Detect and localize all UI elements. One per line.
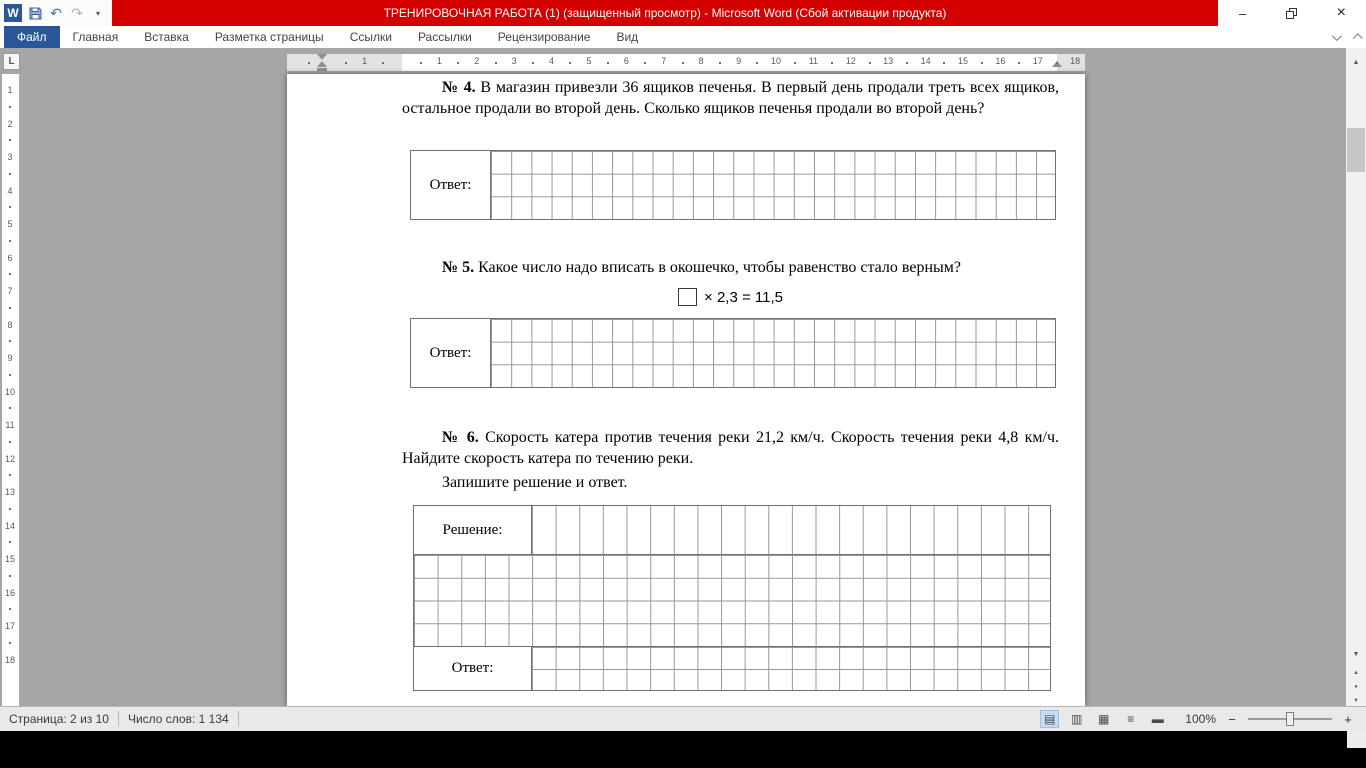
- answer-grid[interactable]: [491, 151, 1055, 219]
- horizontal-ruler-row: [0, 48, 1366, 74]
- tab-page-layout[interactable]: Разметка страницы: [214, 30, 324, 44]
- answer-label: Ответ:: [411, 319, 491, 387]
- scrollbar-corner: [1347, 731, 1366, 748]
- chevron-down-icon[interactable]: [1332, 31, 1342, 41]
- zoom-level[interactable]: 100%: [1185, 712, 1216, 726]
- answer-table-task5[interactable]: [410, 318, 1056, 388]
- full-screen-reading-view-button[interactable]: ▥: [1071, 712, 1083, 726]
- equation-text: × 2,3 = 11,5: [704, 289, 783, 306]
- previous-page-icon: ▲: [1353, 669, 1359, 676]
- vertical-ruler-band: 1 2 3 4 5 6 7 8 9 10 11 12 13 14 15 16 17 18: [2, 74, 19, 706]
- quick-access-toolbar: [0, 0, 112, 26]
- paragraph-task6[interactable]: [402, 428, 1059, 469]
- hanging-indent-marker[interactable]: [317, 61, 327, 67]
- answer-grid[interactable]: [491, 319, 1055, 387]
- tab-file[interactable]: Файл: [4, 26, 60, 48]
- zoom-out-button[interactable]: −: [1228, 711, 1236, 727]
- word-app-icon[interactable]: W: [4, 4, 22, 22]
- solution-grid-rows[interactable]: [414, 555, 1050, 647]
- solution-table-task6[interactable]: [413, 505, 1051, 691]
- status-separator: [238, 711, 239, 727]
- ribbon-right-controls: [1332, 26, 1362, 48]
- web-layout-view-button[interactable]: ▦: [1098, 712, 1110, 726]
- status-bar-right: [1040, 707, 1356, 731]
- customize-quick-access-dropdown-icon[interactable]: ▾: [95, 8, 100, 18]
- scroll-down-icon: ▼: [1352, 651, 1360, 658]
- outline-view-button[interactable]: ≡: [1127, 712, 1135, 726]
- scroll-down-button[interactable]: [1346, 646, 1366, 663]
- zoom-in-button[interactable]: +: [1344, 711, 1352, 727]
- print-layout-view-button[interactable]: ▤: [1040, 710, 1059, 728]
- ribbon-tab-bar: [0, 26, 1366, 49]
- zoom-slider[interactable]: [1248, 711, 1332, 727]
- tab-mailings[interactable]: Рассылки: [417, 30, 472, 44]
- answer-label: Ответ:: [411, 151, 491, 219]
- zoom-slider-thumb[interactable]: [1286, 712, 1294, 726]
- task4-text: В магазин привезли 36 ящиков печенья. В первый день продали треть всех ящиков, остальное продали во второй день. Сколько ящиков печенья продали во второй день?: [402, 79, 1060, 117]
- window-title: ТРЕНИРОВОЧНАЯ РАБОТА (1) (защищенный просмотр) - Microsoft Word (Сбой активации продукта): [112, 0, 1218, 26]
- next-page-button[interactable]: [1346, 692, 1366, 706]
- task5-text: Какое число надо вписать в окошечко, чтобы равенство стало верным?: [474, 259, 961, 276]
- tab-selector-button[interactable]: L: [3, 53, 20, 70]
- task6-number-label: № 6.: [442, 429, 479, 446]
- task6-instruction-text: Запишите решение и ответ.: [442, 474, 628, 491]
- tab-review[interactable]: Рецензирование: [497, 30, 591, 44]
- minimize-button[interactable]: –: [1239, 5, 1247, 21]
- status-bar: [0, 706, 1366, 731]
- redo-button[interactable]: ↷: [71, 5, 83, 21]
- close-button[interactable]: ×: [1336, 4, 1346, 21]
- equation-empty-box[interactable]: [678, 288, 697, 306]
- undo-button[interactable]: ↶: [50, 5, 62, 21]
- equation-line[interactable]: [402, 288, 1059, 308]
- title-bar: [0, 0, 1366, 26]
- save-button[interactable]: [27, 4, 43, 22]
- window-controls: [1218, 0, 1366, 26]
- screen-bottom-strip: [0, 731, 1366, 768]
- paragraph-task6-instruction[interactable]: [402, 473, 1059, 494]
- status-bar-left: [0, 707, 239, 731]
- restore-icon: [1286, 8, 1297, 19]
- tab-view[interactable]: Вид: [616, 30, 639, 44]
- collapse-ribbon-icon[interactable]: [1353, 33, 1363, 43]
- answer-label: Ответ:: [414, 647, 532, 690]
- vertical-scrollbar[interactable]: [1346, 48, 1366, 706]
- task4-number-label: № 4.: [442, 79, 476, 96]
- save-icon: [29, 7, 42, 20]
- paragraph-task4[interactable]: [402, 78, 1059, 119]
- status-page-info[interactable]: Страница: 2 из 10: [9, 712, 109, 726]
- restore-button[interactable]: [1267, 0, 1316, 26]
- scroll-up-icon: ▲: [1352, 59, 1360, 66]
- scrollbar-thumb[interactable]: [1347, 128, 1365, 172]
- answer-row: [414, 647, 1050, 690]
- scroll-up-button[interactable]: [1346, 54, 1366, 71]
- left-indent-marker[interactable]: [317, 68, 327, 71]
- first-line-indent-marker[interactable]: [317, 54, 327, 60]
- status-word-count[interactable]: Число слов: 1 134: [127, 712, 229, 726]
- browse-object-icon: ●: [1354, 683, 1358, 690]
- answer-table-task4[interactable]: [410, 150, 1056, 220]
- task5-number-label: № 5.: [442, 259, 475, 276]
- paragraph-task5[interactable]: [402, 258, 1059, 279]
- horizontal-ruler-band: 1 2 3 4 5 6 7 8 9 10 11 12 13 14 15 16 17 18 1: [287, 54, 1085, 71]
- task6-text: Скорость катера против течения реки 21,2 км/ч. Скорость течения реки 4,8 км/ч. Найдите скорость катера по течению реки.: [402, 429, 1060, 467]
- draft-view-button[interactable]: ▬: [1151, 712, 1164, 726]
- answer-grid[interactable]: [532, 647, 1050, 690]
- solution-grid[interactable]: [532, 506, 1050, 554]
- tab-home[interactable]: Главная: [72, 30, 119, 44]
- solution-row: [414, 506, 1050, 555]
- tab-references[interactable]: Ссылки: [349, 30, 392, 44]
- tab-insert[interactable]: Вставка: [144, 30, 189, 44]
- document-canvas: [0, 48, 1366, 706]
- document-page[interactable]: [287, 74, 1085, 706]
- next-page-icon: ▼: [1353, 697, 1359, 704]
- solution-label: Решение:: [414, 506, 532, 554]
